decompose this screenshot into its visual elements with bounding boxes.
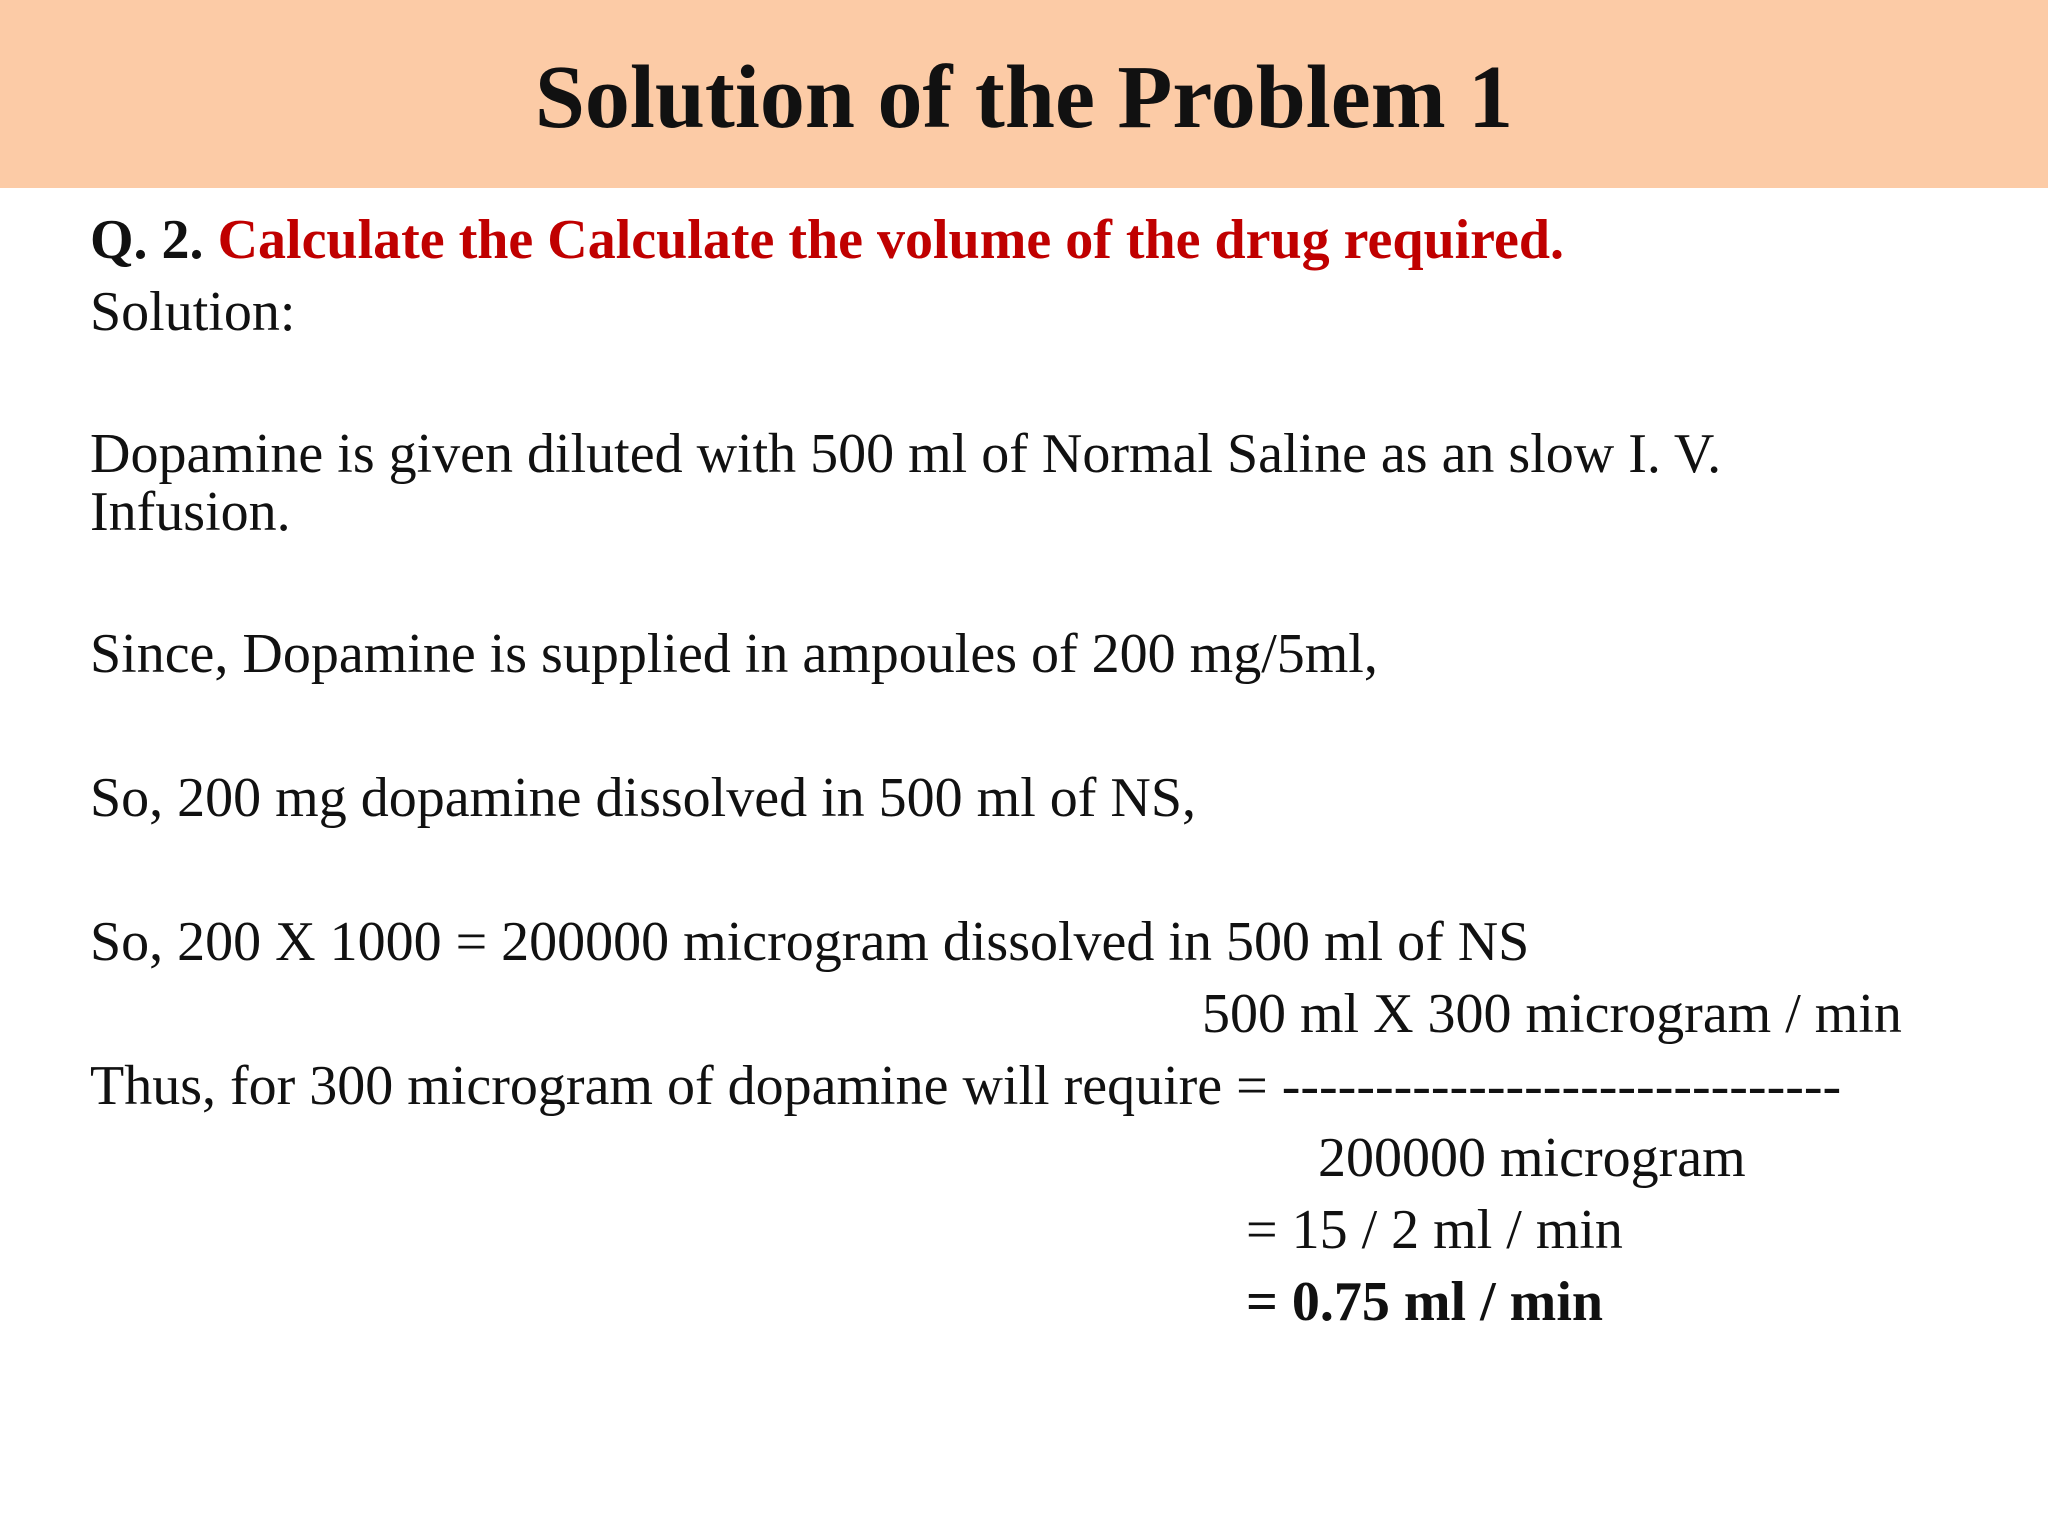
fraction-denominator: 200000 microgram [1318,1127,1746,1189]
paragraph-dilution-line2: Infusion. [90,481,291,543]
final-result: = 0.75 ml / min [1246,1271,1604,1333]
paragraph-dilution-line1: Dopamine is given diluted with 500 ml of Normal Saline as an slow I. V. [90,423,1722,485]
paragraph-conversion: So, 200 X 1000 = 200000 microgram dissolved in 500 ml of NS [90,911,1530,973]
paragraph-dissolved: So, 200 mg dopamine dissolved in 500 ml of NS, [90,767,1196,829]
question-line [90,208,1564,272]
thus-line: Thus, for 300 microgram of dopamine will require = ------------------------------ [90,1055,1842,1117]
paragraph-supply: Since, Dopamine is supplied in ampoules of 200 mg/5ml, [90,623,1378,685]
calculation-step: = 15 / 2 ml / min [1246,1199,1623,1261]
slide-title: Solution of the Problem 1 [534,48,1514,147]
solution-label: Solution: [90,281,296,343]
question-number: Q. 2. [90,209,204,271]
fraction-numerator: 500 ml X 300 microgram / min [1202,983,1902,1045]
question-text: Calculate the Calculate the volume of the drug required. [217,209,1565,271]
